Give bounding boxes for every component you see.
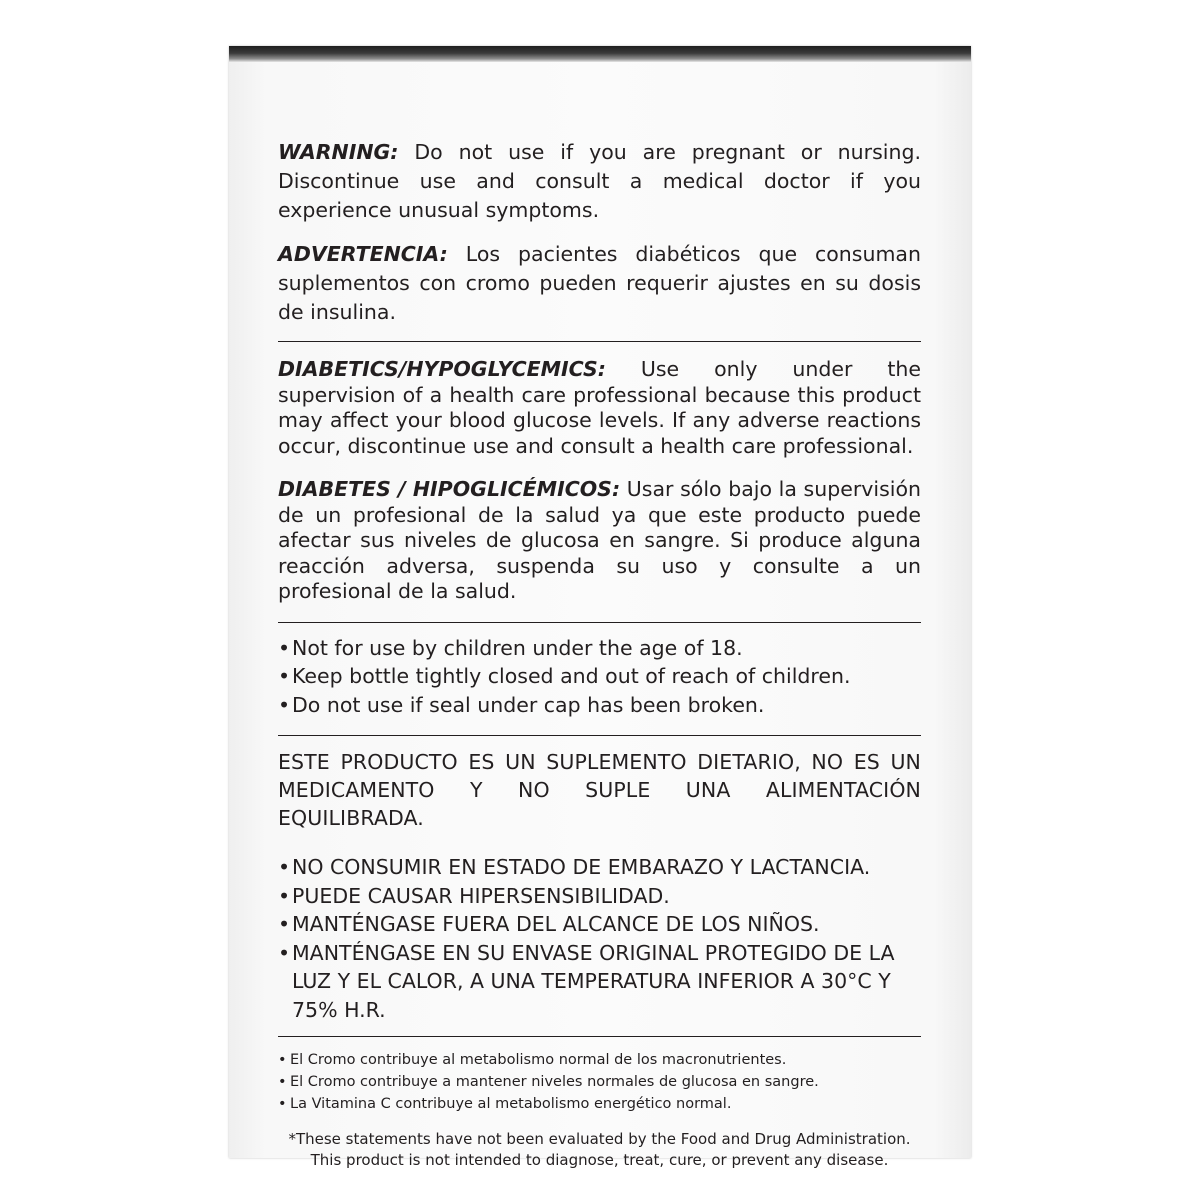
caution-text: PUEDE CAUSAR HIPERSENSIBILIDAD. bbox=[292, 883, 670, 908]
list-item bbox=[278, 1093, 921, 1115]
caution-text: MANTÉNGASE EN SU ENVASE ORIGINAL PROTEGIDO DE LA LUZ Y EL CALOR, A UNA TEMPERATURA INFERIOR A 30°C Y 75% H.R. bbox=[292, 940, 895, 1022]
warning-paragraph bbox=[278, 138, 921, 225]
diabetics-en-label: DIABETICS/HYPOGLYCEMICS: bbox=[278, 357, 606, 381]
claims-list bbox=[278, 1049, 921, 1115]
bullet-marker: • bbox=[278, 940, 291, 965]
warning-text: Do not use if you are pregnant or nursing. Discontinue use and consult a medical doctor if you experience unusual symptoms. bbox=[278, 140, 921, 222]
list-item bbox=[278, 853, 921, 882]
list-item bbox=[278, 662, 921, 691]
list-item bbox=[278, 910, 921, 939]
list-item bbox=[278, 634, 921, 663]
caution-text: Keep bottle tightly closed and out of reach of children. bbox=[292, 664, 851, 688]
caution-text: Do not use if seal under cap has been broken. bbox=[292, 692, 765, 717]
caution-text: Not for use by children under the age of 18. bbox=[292, 635, 743, 660]
bullet-marker: • bbox=[278, 635, 291, 660]
diabetics-en-text: Use only under the supervision of a health care professional because this product may affect your blood glucose levels. If any adverse reactions occur, discontinue use and consult a health care professional. bbox=[278, 357, 921, 458]
diabetics-en-paragraph bbox=[278, 357, 921, 459]
claim-text: La Vitamina C contribuye al metabolismo energético normal. bbox=[290, 1096, 732, 1112]
list-item bbox=[278, 939, 921, 1025]
claim-text: El Cromo contribuye a mantener niveles normales de glucosa en sangre. bbox=[290, 1074, 819, 1090]
product-box-back-panel bbox=[229, 46, 971, 1169]
bullet-marker: • bbox=[278, 883, 291, 908]
bullet-marker: • bbox=[278, 855, 291, 879]
list-item bbox=[278, 1071, 921, 1093]
list-item bbox=[278, 1049, 921, 1071]
caution-text: MANTÉNGASE FUERA DEL ALCANCE DE LOS NIÑOS. bbox=[292, 912, 820, 936]
list-item bbox=[278, 691, 921, 720]
diabetics-es-paragraph bbox=[278, 477, 921, 605]
claim-text: El Cromo contribuye al metabolismo normal de los macronutrientes. bbox=[290, 1052, 787, 1068]
cautions-en-list bbox=[278, 634, 921, 720]
fda-disclaimer-line2: This product is not intended to diagnose, treat, cure, or prevent any disease. bbox=[310, 1151, 889, 1169]
diabetics-es-text: Usar sólo bajo la supervisión de un profesional de la salud ya que este producto puede afectar sus niveles de glucosa en sangre. Si produce alguna reacción adversa, suspenda su uso y consulte a un profesional de la salud. bbox=[278, 477, 921, 603]
warning-label: WARNING: bbox=[278, 140, 399, 164]
label-content bbox=[278, 138, 921, 1171]
fda-disclaimer bbox=[278, 1129, 921, 1171]
supplement-statement: ESTE PRODUCTO ES UN SUPLEMENTO DIETARIO, NO ES UN MEDICAMENTO Y NO SUPLE UNA ALIMENTACIÓN EQUILIBRADA. bbox=[278, 750, 921, 830]
bullet-marker: • bbox=[278, 1052, 287, 1068]
list-item bbox=[278, 882, 921, 911]
diabetics-es-label: DIABETES / HIPOGLICÉMICOS: bbox=[278, 477, 621, 501]
bullet-marker: • bbox=[278, 912, 291, 936]
fda-disclaimer-line1: *These statements have not been evaluated by the Food and Drug Administration. bbox=[288, 1130, 911, 1148]
bullet-marker: • bbox=[278, 1074, 287, 1090]
bullet-marker: • bbox=[278, 692, 291, 717]
advertencia-label: ADVERTENCIA: bbox=[278, 242, 448, 266]
bullet-marker: • bbox=[278, 1096, 287, 1112]
advertencia-paragraph bbox=[278, 240, 921, 327]
box-top-edge bbox=[229, 46, 971, 62]
advertencia-text: Los pacientes diabéticos que consuman suplementos con cromo pueden requerir ajustes en su dosis de insulina. bbox=[278, 242, 921, 324]
caution-text: NO CONSUMIR EN ESTADO DE EMBARAZO Y LACTANCIA. bbox=[292, 855, 871, 879]
cautions-es-list bbox=[278, 853, 921, 1024]
bullet-marker: • bbox=[278, 664, 291, 688]
